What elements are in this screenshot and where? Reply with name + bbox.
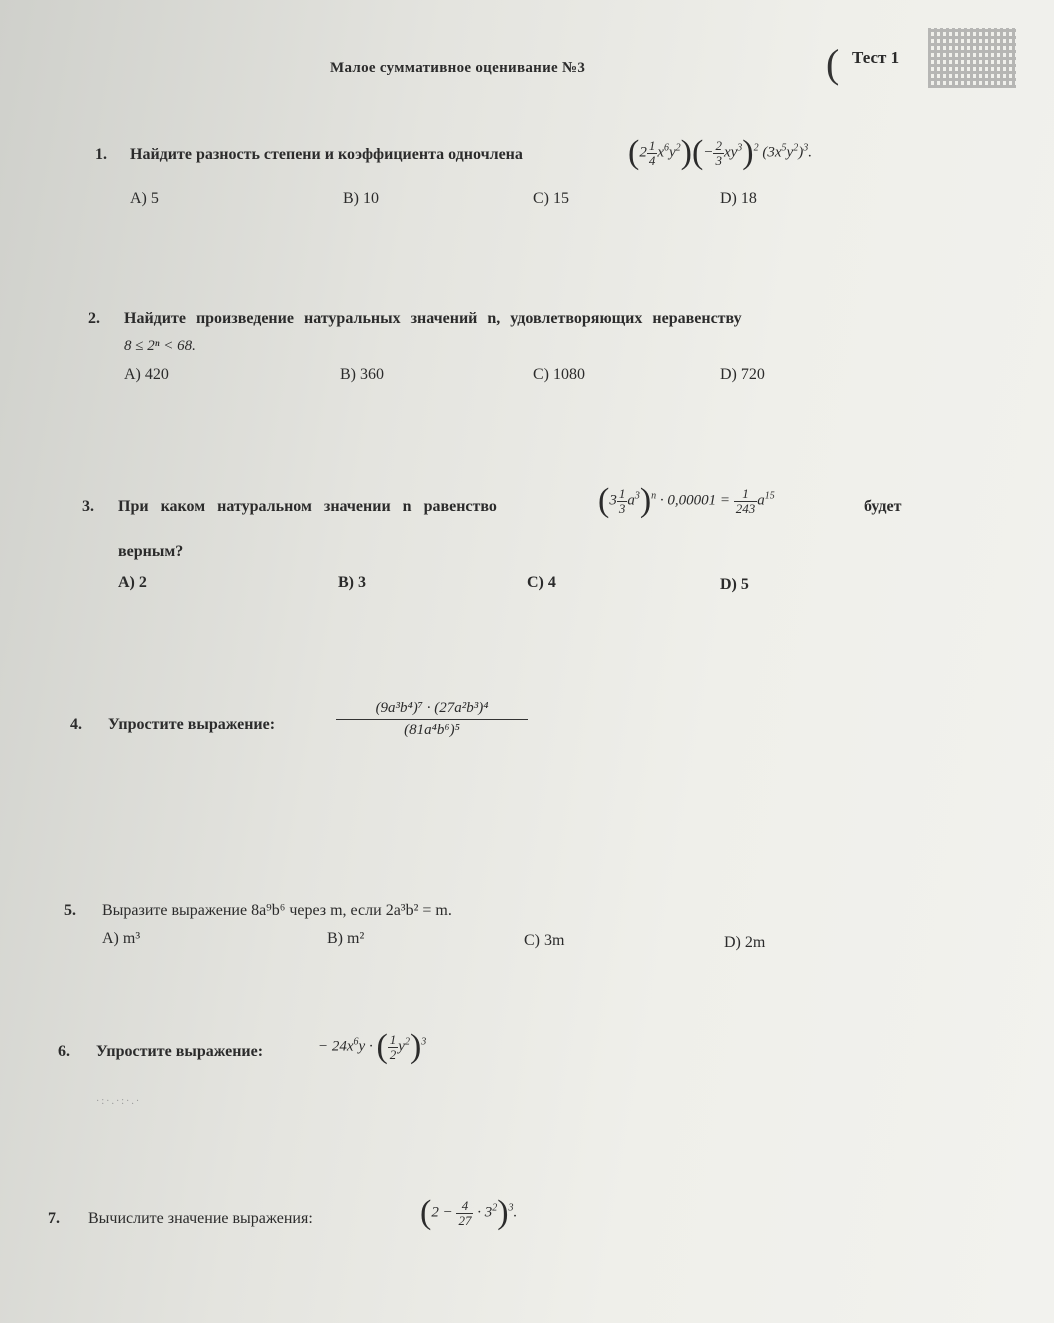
question-2-option-c[interactable]: C) 1080 [533, 366, 585, 383]
question-5-text: Выразите выражение 8a⁹b⁶ через m, если 2a³b² = m. [102, 902, 452, 919]
qr-code-image [928, 28, 1016, 88]
question-5-option-c[interactable]: C) 3m [524, 932, 565, 949]
question-2-option-d[interactable]: D) 720 [720, 366, 765, 383]
question-3-option-b[interactable]: B) 3 [338, 574, 366, 591]
question-3-expression: (3 $\frac{1}{3}$ $a^3)^n \cdot 0,00001$ = $\frac{1}{243}$ $a^{15}$ [598, 482, 775, 519]
question-3-option-c[interactable]: C) 4 [527, 574, 556, 591]
question-3-text: При каком натуральном значении n равенство [118, 498, 497, 515]
question-3-option-d[interactable]: D) 5 [720, 576, 749, 593]
question-1-option-c[interactable]: C) 15 [533, 190, 569, 207]
question-1-option-a[interactable]: A) 5 [130, 190, 159, 207]
question-4-numerator: (9a³b⁴)⁷ · (27a²b³)⁴ [336, 700, 528, 720]
question-5-option-d[interactable]: D) 2m [724, 934, 766, 951]
question-1-option-b[interactable]: B) 10 [343, 190, 379, 207]
question-4-denominator: (81a⁴b⁶)⁵ [404, 722, 460, 738]
question-7-number: 7. [48, 1210, 60, 1227]
question-7-expression: (2 − $\frac{4}{27}$ · $3^2)^3$. [420, 1194, 518, 1231]
page-title: Малое суммативное оценивание №3 [330, 60, 586, 76]
question-5-option-b[interactable]: B) m² [327, 930, 365, 947]
question-6-expression: − $24x^6y$ · ( $\frac{1}{2}$ $y^2)^3$ [318, 1028, 427, 1065]
question-1-number: 1. [95, 146, 107, 163]
question-3-text-after: будет [864, 498, 902, 515]
test-bracket-mark: ( [826, 41, 840, 86]
question-5-number: 5. [64, 902, 76, 919]
question-2-option-b[interactable]: B) 360 [340, 366, 384, 383]
question-1-expression: (2 $\frac{1}{4}$ $x^6y^2)(-$ $\frac{2}{3}$ $xy^3)^2$ $(3x^5y^2)^3$. [628, 134, 812, 171]
question-1-option-d[interactable]: D) 18 [720, 190, 757, 207]
question-2-text: Найдите произведение натуральных значений n, удовлетворяющих неравенству [124, 310, 742, 327]
question-4-number: 4. [70, 716, 82, 733]
question-2-option-a[interactable]: A) 420 [124, 366, 169, 383]
question-7-text: Вычислите значение выражения: [88, 1210, 313, 1227]
question-3-option-a[interactable]: A) 2 [118, 574, 147, 591]
question-2-number: 2. [88, 310, 100, 327]
question-1-text: Найдите разность степени и коэффициента одночлена [130, 146, 523, 163]
question-3-text-line2: верным? [118, 543, 184, 560]
question-2-expression: 8 ≤ 2ⁿ < 68. [124, 338, 196, 354]
question-6-text: Упростите выражение: [96, 1043, 264, 1060]
question-6-number: 6. [58, 1043, 70, 1060]
test-label: Тест 1 [852, 48, 900, 67]
question-4-text: Упростите выражение: [108, 716, 276, 733]
question-3-number: 3. [82, 498, 94, 515]
question-4-expression [336, 700, 528, 739]
question-5-option-a[interactable]: A) m³ [102, 930, 141, 947]
pencil-marks: ·:·.·:·.· [96, 1096, 142, 1107]
